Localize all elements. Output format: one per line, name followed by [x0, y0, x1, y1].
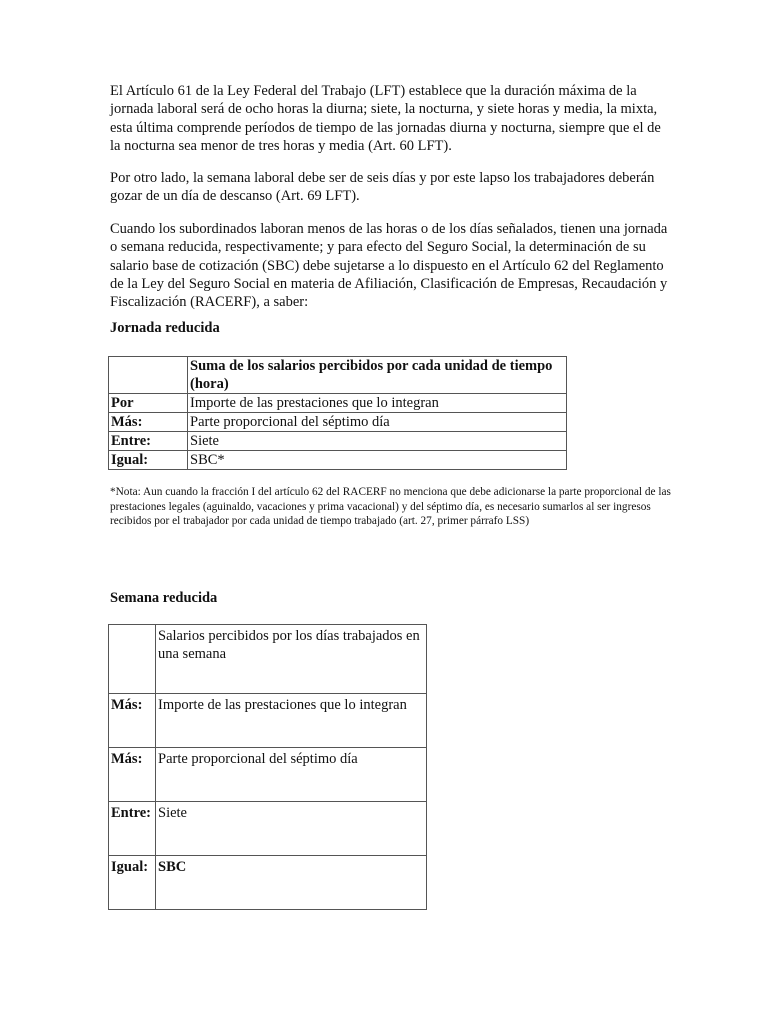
row-value: Importe de las prestaciones que lo integran [188, 394, 567, 413]
row-label: Igual: [109, 856, 156, 910]
row-value: Parte proporcional del séptimo día [188, 413, 567, 432]
row-value: Salarios percibidos por los días trabajados en una semana [156, 625, 427, 694]
row-value: SBC [156, 856, 427, 910]
table-row [109, 802, 427, 856]
row-label: Entre: [109, 802, 156, 856]
jornada-reducida-table [108, 356, 567, 470]
row-label [109, 357, 188, 394]
row-value: Siete [156, 802, 427, 856]
row-label: Más: [109, 748, 156, 802]
heading-semana-reducida: Semana reducida [110, 590, 218, 606]
table-row [109, 451, 567, 470]
row-label: Entre: [109, 432, 188, 451]
table-row [109, 856, 427, 910]
heading-jornada-reducida: Jornada reducida [110, 320, 220, 336]
footnote: *Nota: Aun cuando la fracción I del artículo 62 del RACERF no menciona que debe adicionarse la parte proporcional de las prestaciones legales (aguinaldo, vacaciones y prima vacacional) y del séptimo día, es necesario sumarlos al ser ingresos recibidos por el trabajador por cada unidad de tiempo trabajado (art. 27, primer párrafo LSS) [110, 486, 671, 528]
row-value: SBC* [188, 451, 567, 470]
table-row [109, 625, 427, 694]
row-label [109, 625, 156, 694]
table-row [109, 432, 567, 451]
paragraph-semana-laboral: Por otro lado, la semana laboral debe ser de seis días y por este lapso los trabajadores deberán gozar de un día de descanso (Art. 69 LFT). [110, 170, 655, 205]
row-label: Igual: [109, 451, 188, 470]
row-value: Parte proporcional del séptimo día [156, 748, 427, 802]
row-label: Más: [109, 413, 188, 432]
table-row [109, 357, 567, 394]
row-value: Importe de las prestaciones que lo integran [156, 694, 427, 748]
row-value: Suma de los salarios percibidos por cada unidad de tiempo (hora) [188, 357, 567, 394]
row-value: Siete [188, 432, 567, 451]
row-label: Por [109, 394, 188, 413]
semana-reducida-table [108, 624, 427, 910]
table-row [109, 413, 567, 432]
table-row [109, 694, 427, 748]
table-row [109, 394, 567, 413]
table-row [109, 748, 427, 802]
paragraph-articulo-61: El Artículo 61 de la Ley Federal del Trabajo (LFT) establece que la duración máxima de la jornada laboral será de ocho horas la diurna; siete, la nocturna, y siete horas y media, la mixta, esta última comprende períodos de tiempo de las jornadas diurna y nocturna, siempre que el de la nocturna sea menor de tres horas y media (Art. 60 LFT). [110, 83, 661, 154]
paragraph-subordinados: Cuando los subordinados laboran menos de las horas o de los días señalados, tienen una jornada o semana reducida, respectivamente; y para efecto del Seguro Social, la determinación de su salario base de cotización (SBC) debe sujetarse a lo dispuesto en el Artículo 62 del Reglamento de la Ley del Seguro Social en materia de Afiliación, Clasificación de Empresas, Recaudación y Fiscalización (RACERF), a saber: [110, 221, 668, 311]
row-label: Más: [109, 694, 156, 748]
